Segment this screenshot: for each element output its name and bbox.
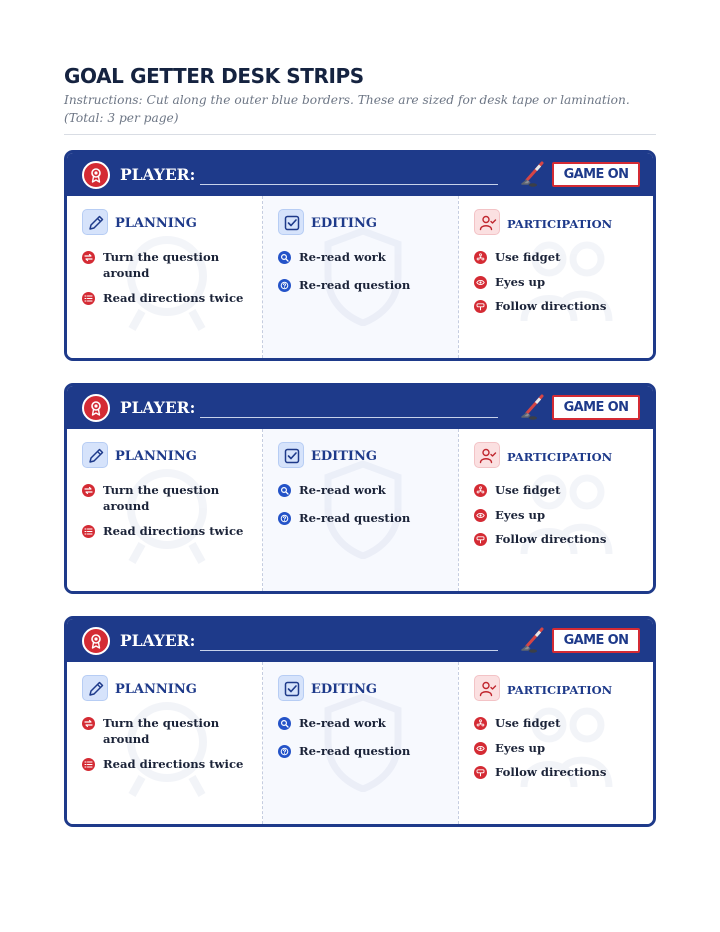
magnifier-icon <box>278 251 291 264</box>
checkbox-icon <box>278 442 304 468</box>
column-divider <box>262 196 263 358</box>
player-label: PLAYER: <box>120 398 196 417</box>
item-text: Eyes up <box>495 508 546 522</box>
question-icon <box>278 279 291 292</box>
award-ribbon-icon <box>82 161 110 189</box>
item-text: Use fidget <box>495 483 561 497</box>
item-text: Re-read question <box>299 278 411 292</box>
item-text: Read directions twice <box>103 757 244 771</box>
list-icon <box>82 525 95 538</box>
column-planning <box>67 662 262 824</box>
swap-icon <box>82 484 95 497</box>
checkbox-icon <box>278 675 304 701</box>
list-icon <box>82 292 95 305</box>
item-text: Re-read question <box>299 511 411 525</box>
game-on-badge: GAME ON <box>552 628 640 653</box>
page-title: GOAL GETTER DESK STRIPS <box>64 64 364 88</box>
item-text: Turn the question around <box>103 250 220 280</box>
item-text: Read directions twice <box>103 291 244 305</box>
item-text: Follow directions <box>495 765 607 779</box>
item-text: Re-read work <box>299 716 386 730</box>
column-title-planning: PLANNING <box>115 682 197 697</box>
magnifier-icon <box>278 717 291 730</box>
column-title-editing: EDITING <box>311 682 378 697</box>
player-name-line[interactable] <box>200 184 498 185</box>
item-text: Re-read work <box>299 250 386 264</box>
column-title-editing: EDITING <box>311 449 378 464</box>
award-ribbon-icon <box>82 394 110 422</box>
fidget-icon <box>474 717 487 730</box>
eye-icon <box>474 509 487 522</box>
column-divider <box>262 662 263 824</box>
item-text: Turn the question around <box>103 716 220 746</box>
person-check-icon <box>474 209 500 235</box>
player-label: PLAYER: <box>120 631 196 650</box>
strip-header <box>67 386 653 429</box>
column-title-participation: PARTICIPATION <box>507 683 613 697</box>
person-check-icon <box>474 442 500 468</box>
item-text: Eyes up <box>495 275 546 289</box>
column-divider <box>262 429 263 591</box>
hockey-stick-icon <box>518 161 546 193</box>
column-planning <box>67 196 262 358</box>
signpost-icon <box>474 533 487 546</box>
column-editing <box>263 429 458 591</box>
column-divider <box>458 196 459 358</box>
item-text: Follow directions <box>495 299 607 313</box>
column-title-editing: EDITING <box>311 216 378 231</box>
magnifier-icon <box>278 484 291 497</box>
item-text: Re-read question <box>299 744 411 758</box>
column-title-planning: PLANNING <box>115 449 197 464</box>
pencil-icon <box>82 442 108 468</box>
item-text: Turn the question around <box>103 483 220 513</box>
title-divider <box>64 134 656 135</box>
swap-icon <box>82 251 95 264</box>
player-name-line[interactable] <box>200 650 498 651</box>
strip-header <box>67 153 653 196</box>
signpost-icon <box>474 766 487 779</box>
question-icon <box>278 512 291 525</box>
strip-header <box>67 619 653 662</box>
game-on-badge: GAME ON <box>552 395 640 420</box>
signpost-icon <box>474 300 487 313</box>
item-text: Use fidget <box>495 250 561 264</box>
column-editing <box>263 662 458 824</box>
column-participation <box>459 662 653 824</box>
person-check-icon <box>474 675 500 701</box>
hockey-stick-icon <box>518 394 546 426</box>
column-title-planning: PLANNING <box>115 216 197 231</box>
column-editing <box>263 196 458 358</box>
award-ribbon-icon <box>82 627 110 655</box>
column-participation <box>459 429 653 591</box>
desk-strip <box>64 150 656 361</box>
column-divider <box>458 429 459 591</box>
instructions-text: Instructions: Cut along the outer blue borders. These are sized for desk tape or lamination. (Total: 3 per page) <box>64 93 630 125</box>
column-title-participation: PARTICIPATION <box>507 217 613 231</box>
column-divider <box>458 662 459 824</box>
game-on-badge: GAME ON <box>552 162 640 187</box>
column-planning <box>67 429 262 591</box>
pencil-icon <box>82 209 108 235</box>
column-participation <box>459 196 653 358</box>
list-icon <box>82 758 95 771</box>
eye-icon <box>474 742 487 755</box>
swap-icon <box>82 717 95 730</box>
checkbox-icon <box>278 209 304 235</box>
item-text: Re-read work <box>299 483 386 497</box>
fidget-icon <box>474 484 487 497</box>
pencil-icon <box>82 675 108 701</box>
question-icon <box>278 745 291 758</box>
item-text: Use fidget <box>495 716 561 730</box>
player-label: PLAYER: <box>120 165 196 184</box>
desk-strip <box>64 616 656 827</box>
hockey-stick-icon <box>518 627 546 659</box>
item-text: Eyes up <box>495 741 546 755</box>
column-title-participation: PARTICIPATION <box>507 450 613 464</box>
item-text: Read directions twice <box>103 524 244 538</box>
eye-icon <box>474 276 487 289</box>
desk-strip <box>64 383 656 594</box>
fidget-icon <box>474 251 487 264</box>
item-text: Follow directions <box>495 532 607 546</box>
player-name-line[interactable] <box>200 417 498 418</box>
